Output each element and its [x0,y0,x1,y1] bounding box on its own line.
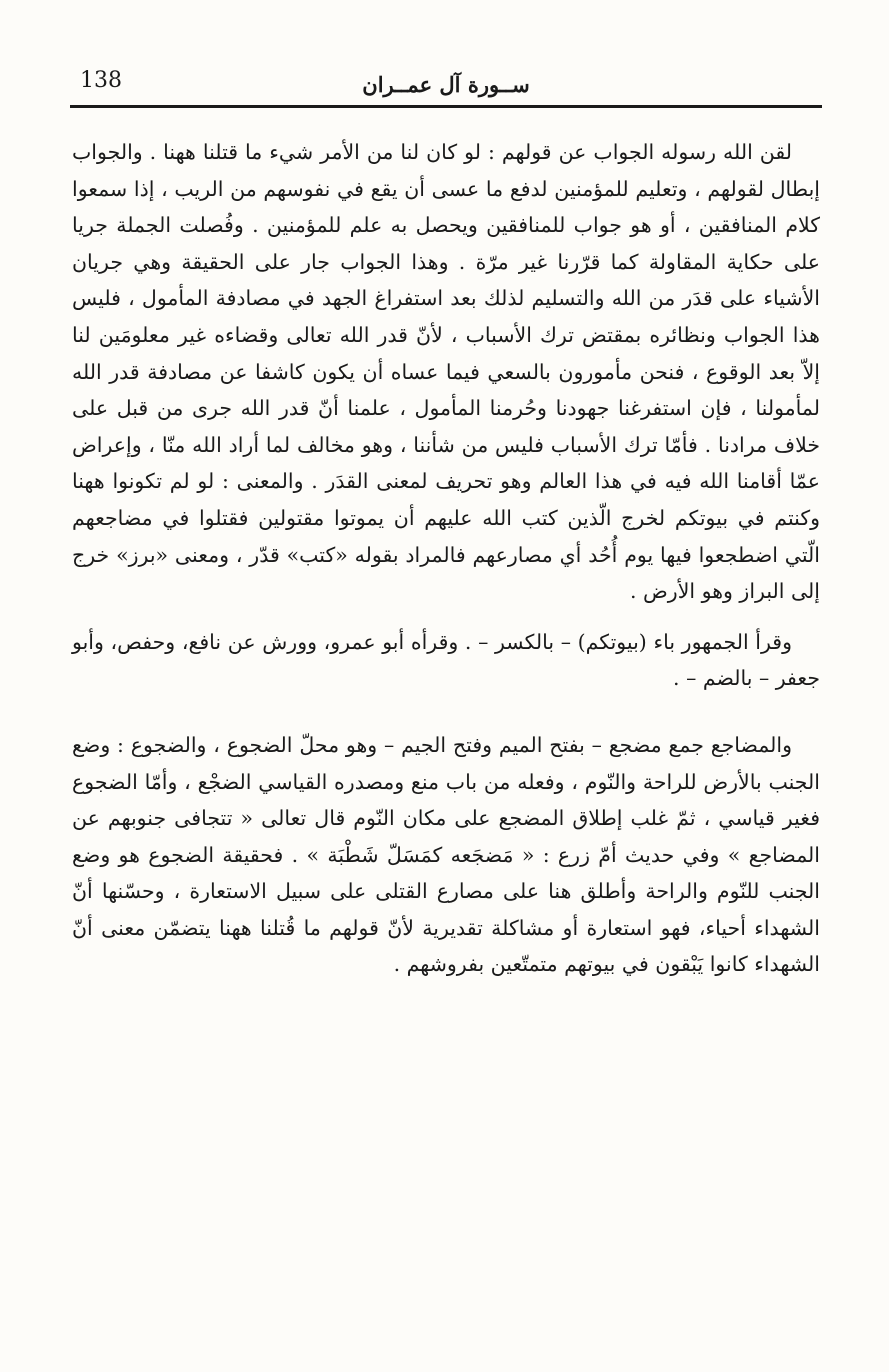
commentary-paragraph: لقن الله رسوله الجواب عن قولهم : لو كان لنا من الأمر شيء ما قتلنا ههنا . والجواب إبطال لقولهم ، وتعليم للمؤمنين لدفع ما عسى أن يقع في نفوسهم من الريب ، إذا سمعوا كلام المنافقين ، أو هو جواب للمنافقين ويحصل به علم للمؤمنين . وفُصلت الجملة جريا على حكاية المقاولة كما قرّرنا غير مرّة . وهذا الجواب جار على الحقيقة وهي جريان الأشياء على قدَر من الله والتسليم لذلك بعد استفراغ الجهد في مصادفة المأمول ، فليس هذا الجواب ونظائره بمقتض ترك الأسباب ، لأنّ قدر الله تعالى وقضاءه غير معلومَين لنا إلاّ بعد الوقوع ، فنحن مأمورون بالسعي فيما عساه أن يكون كاشفا عن مصادفة قدر الله لمأمولنا ، فإن استفرغنا جهودنا وحُرمنا المأمول ، علمنا أنّ قدر الله جرى من قبل على خلاف مرادنا . فأمّا ترك الأسباب فليس من شأننا ، وهو مخالف لما أراد الله منّا ، وإعراض عمّا أقامنا الله فيه في هذا العالم وهو تحريف لمعنى القدَر . والمعنى : لو لم تكونوا ههنا وكنتم في بيوتكم لخرج الّذين كتب الله عليهم أن يموتوا مقتولين فقتلوا في مضاجعهم الّتي اضطجعوا فيها يوم أُحُد أي مصارعهم فالمراد بقوله «كتب» قدّر ، ومعنى «برز» خرج إلى البراز وهو الأرض . [72,140,820,604]
reading-variants-paragraph: وقرأ الجمهور باء (بيوتكم) – بالكسر – . وقرأه أبو عمرو، وورش عن نافع، وحفص، وأبو جعفر – بالضم – . [72,629,820,691]
page-body [72,134,820,983]
page-number: 138 [80,68,122,93]
running-title: ســورة آل عمــران [362,72,530,97]
page-header [70,62,822,106]
header-divider [70,105,822,108]
word-explanation-paragraph: والمضاجع جمع مضجع – بفتح الميم وفتح الجيم – وهو محلّ الضجوع ، والضجوع : وضع الجنب بالأرض للراحة والنّوم ، وفعله من باب منع ومصدره القياسي الضجْع ، وأمّا الضجوع فغير قياسي ، ثمّ غلب إطلاق المضجع على مكان النّوم قال تعالى « تتجافى جنوبهم عن المضاجع » وفي حديث أمّ زرع : « مَضجَعه كمَسَلّ شَطْبَة » . فحقيقة الضجوع هو وضع الجنب للنّوم والراحة وأطلق هنا على مصارع القتلى على سبيل الاستعارة ، وحسّنها أنّ الشهداء أحياء، فهو استعارة أو مشاكلة تقديرية لأنّ قولهم ما قُتلنا ههنا يتضمّن معنى أنّ الشهداء كانوا يَبْقون في بيوتهم متمتّعين بفروشهم . [72,732,820,977]
